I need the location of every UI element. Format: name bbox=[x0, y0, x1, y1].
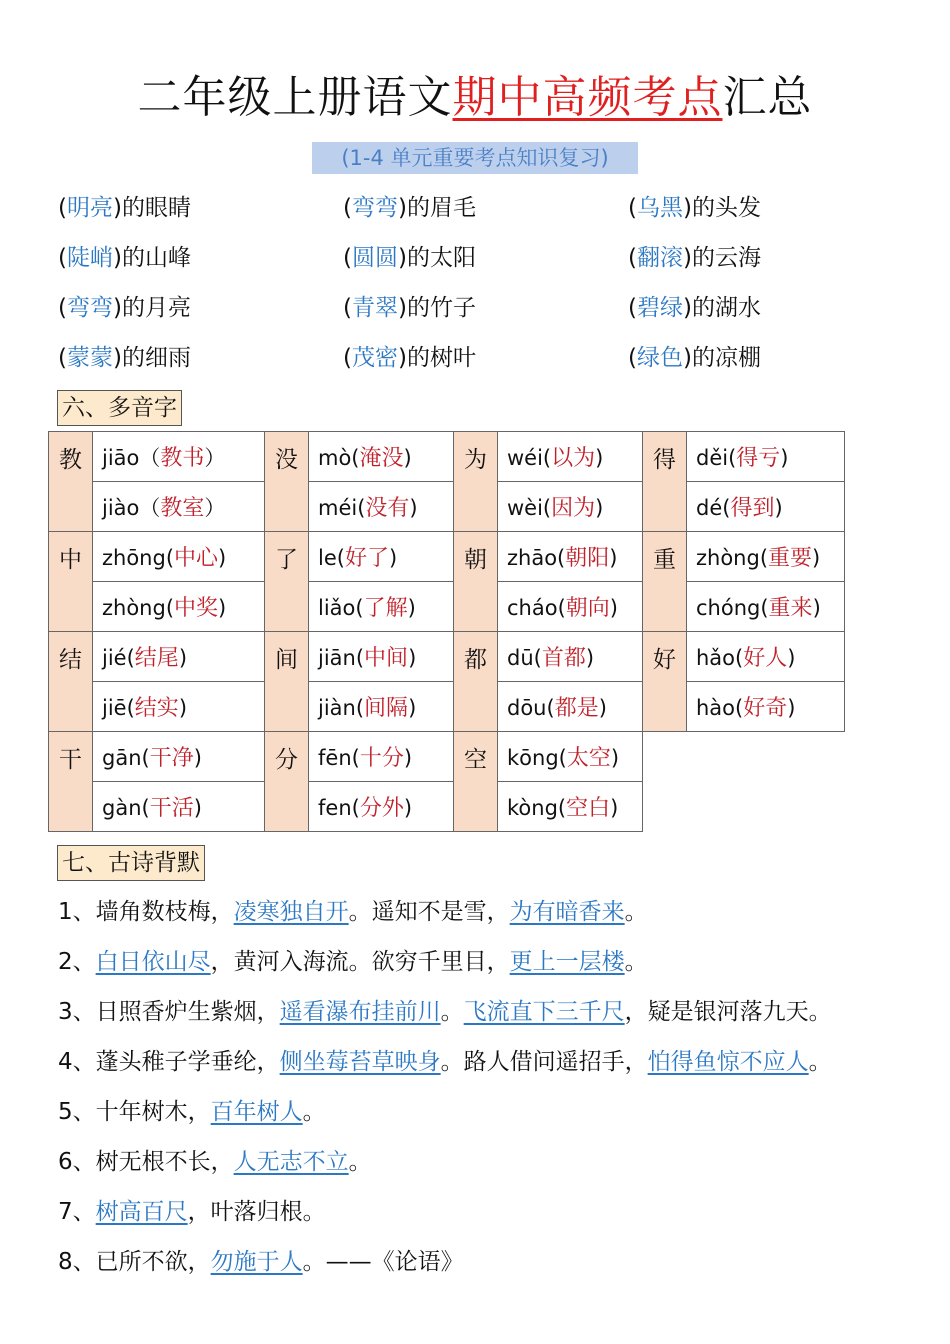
bracket: ) bbox=[610, 746, 620, 770]
bracket: ) bbox=[787, 646, 796, 670]
polyphone-char: 没 bbox=[265, 432, 309, 532]
example-word: 好人 bbox=[743, 646, 788, 671]
bracket: ) bbox=[780, 446, 789, 470]
polyphone-char: 好 bbox=[643, 632, 687, 732]
vocab-answer: 陡峭 bbox=[66, 245, 113, 271]
example-word: 教室 bbox=[160, 496, 205, 521]
example-word: 没有 bbox=[365, 496, 410, 521]
vocab-answer: 翻滚 bbox=[636, 245, 683, 271]
poem-line bbox=[58, 1090, 948, 1140]
pinyin: hào( bbox=[696, 696, 744, 720]
pinyin: jiàn( bbox=[318, 696, 365, 720]
polyphone-reading bbox=[498, 482, 643, 532]
example-word: 中心 bbox=[174, 546, 219, 571]
table-row bbox=[49, 482, 845, 532]
pinyin: wèi( bbox=[507, 496, 552, 520]
polyphone-reading bbox=[687, 632, 845, 682]
poem-line bbox=[58, 1190, 948, 1240]
section-heading-poems: 七、古诗背默 bbox=[57, 845, 205, 881]
polyphone-reading bbox=[93, 632, 265, 682]
poem-text: 3、日照香炉生紫烟， bbox=[58, 999, 280, 1025]
pinyin: le( bbox=[318, 546, 345, 570]
poem-text: 1、墙角数枝梅， bbox=[58, 899, 234, 925]
vocab-answer: 乌黑 bbox=[636, 195, 683, 221]
table-row bbox=[49, 582, 845, 632]
poem-answer: 怕得鱼惊不应人 bbox=[647, 1049, 809, 1075]
poem-text: 5、十年树木， bbox=[58, 1099, 211, 1125]
vocab-item: (明亮)的眼睛 bbox=[58, 195, 191, 221]
pinyin: zhòng( bbox=[696, 546, 769, 570]
polyphone-reading bbox=[309, 432, 454, 482]
polyphone-reading bbox=[309, 682, 454, 732]
poem-text: 。 bbox=[348, 1149, 372, 1175]
empty-cell bbox=[643, 732, 845, 832]
polyphone-char: 中 bbox=[49, 532, 93, 632]
polyphone-reading bbox=[309, 782, 454, 832]
table-row bbox=[49, 732, 845, 782]
polyphone-char: 结 bbox=[49, 632, 93, 732]
poem-text: ，疑是银河落九天。 bbox=[624, 999, 832, 1025]
bracket: ) bbox=[812, 546, 821, 570]
bracket: ） bbox=[204, 446, 226, 470]
poem-answer: 更上一层楼 bbox=[509, 949, 625, 975]
polyphone-reading bbox=[687, 482, 845, 532]
bracket: ) bbox=[408, 696, 417, 720]
poem-line bbox=[58, 890, 948, 940]
example-word: 空白 bbox=[566, 796, 611, 821]
example-word: 得到 bbox=[730, 496, 775, 521]
polyphone-reading bbox=[498, 432, 643, 482]
vocab-answer: 青翠 bbox=[351, 295, 398, 321]
polyphone-reading bbox=[93, 532, 265, 582]
subtitle: (1-4 单元重要考点知识复习) bbox=[312, 142, 638, 174]
vocab-answer: 弯弯 bbox=[66, 295, 113, 321]
poem-answer: 勿施于人 bbox=[210, 1249, 303, 1275]
pinyin: dé( bbox=[696, 496, 731, 520]
page-title bbox=[0, 68, 950, 128]
title-prefix: 二年级上册语文 bbox=[137, 72, 453, 123]
poem-answer: 树高百尺 bbox=[95, 1199, 188, 1225]
pinyin: hǎo( bbox=[696, 646, 744, 670]
polyphone-reading bbox=[687, 582, 845, 632]
example-word: 朝向 bbox=[565, 596, 610, 621]
poem-text: 8、已所不欲， bbox=[58, 1249, 211, 1275]
pinyin: děi( bbox=[696, 446, 737, 470]
vocab-answer: 绿色 bbox=[636, 345, 683, 371]
vocab-item: (弯弯)的眉毛 bbox=[343, 195, 476, 221]
poem-text: 4、蓬头稚子学垂纶， bbox=[58, 1049, 280, 1075]
polyphone-table bbox=[48, 431, 845, 832]
bracket: ) bbox=[595, 446, 604, 470]
example-word: 结尾 bbox=[134, 646, 179, 671]
vocab-answer: 弯弯 bbox=[351, 195, 398, 221]
polyphone-reading bbox=[93, 682, 265, 732]
pinyin: zhòng( bbox=[102, 596, 175, 620]
bracket: ) bbox=[609, 596, 618, 620]
bracket: ) bbox=[787, 696, 796, 720]
poem-line bbox=[58, 1140, 948, 1190]
title-suffix: 汇总 bbox=[722, 72, 813, 123]
poem-answer: 凌寒独自开 bbox=[233, 899, 349, 925]
pinyin: wéi( bbox=[507, 446, 552, 470]
polyphone-reading bbox=[498, 532, 643, 582]
example-word: 间隔 bbox=[364, 696, 409, 721]
poem-answer: 遥看瀑布挂前川 bbox=[279, 999, 441, 1025]
bracket: ) bbox=[403, 446, 412, 470]
poem-answer: 人无志不立 bbox=[233, 1149, 349, 1175]
polyphone-reading bbox=[687, 532, 845, 582]
polyphone-reading bbox=[498, 632, 643, 682]
polyphone-char: 间 bbox=[265, 632, 309, 732]
example-word: 结实 bbox=[134, 696, 179, 721]
poem-text: 。 bbox=[624, 949, 648, 975]
example-word: 好了 bbox=[344, 546, 389, 571]
example-word: 首都 bbox=[541, 646, 586, 671]
polyphone-char: 重 bbox=[643, 532, 687, 632]
bracket: ) bbox=[403, 746, 413, 770]
bracket: ) bbox=[774, 496, 783, 520]
example-word: 干活 bbox=[149, 796, 194, 821]
vocab-item: (茂密)的树叶 bbox=[343, 345, 476, 371]
vocab-answer: 碧绿 bbox=[636, 295, 683, 321]
example-word: 分外 bbox=[359, 796, 404, 821]
example-word: 重要 bbox=[768, 546, 813, 571]
polyphone-reading bbox=[309, 482, 454, 532]
polyphone-reading bbox=[93, 582, 265, 632]
poem-line bbox=[58, 990, 948, 1040]
vocab-phrase: 的细雨 bbox=[121, 345, 191, 371]
vocab-phrase: 的树叶 bbox=[406, 345, 476, 371]
example-word: 以为 bbox=[551, 446, 596, 471]
vocab-phrase: 的云海 bbox=[691, 245, 761, 271]
example-word: 中奖 bbox=[174, 596, 219, 621]
polyphone-reading bbox=[93, 732, 265, 782]
poem-answer: 飞流直下三千尺 bbox=[463, 999, 625, 1025]
example-word: 了解 bbox=[363, 596, 408, 621]
polyphone-reading bbox=[309, 632, 454, 682]
bracket: ) bbox=[388, 546, 398, 570]
vocab-phrase: 的头发 bbox=[691, 195, 761, 221]
vocab-phrase: 的眼睛 bbox=[121, 195, 191, 221]
pinyin: kōng( bbox=[507, 746, 567, 770]
vocab-item: (青翠)的竹子 bbox=[343, 295, 476, 321]
poem-answer: 为有暗香来 bbox=[509, 899, 625, 925]
poem-text: 。遥知不是雪， bbox=[348, 899, 510, 925]
vocab-item: (弯弯)的月亮 bbox=[58, 295, 191, 321]
pinyin: fēn( bbox=[318, 746, 360, 770]
vocab-section bbox=[58, 188, 938, 388]
pinyin: jiān( bbox=[318, 646, 365, 670]
vocab-phrase: 的月亮 bbox=[121, 295, 191, 321]
bracket: ) bbox=[193, 796, 202, 820]
bracket: ) bbox=[812, 596, 821, 620]
poem-list bbox=[58, 890, 948, 1290]
pinyin: jiāo（ bbox=[102, 446, 161, 470]
vocab-answer: 圆圆 bbox=[351, 245, 398, 271]
polyphone-reading bbox=[93, 782, 265, 832]
vocab-answer: 茂密 bbox=[351, 345, 398, 371]
polyphone-reading bbox=[687, 432, 845, 482]
table-row bbox=[49, 432, 845, 482]
pinyin: jié( bbox=[102, 646, 135, 670]
table-row bbox=[49, 532, 845, 582]
polyphone-reading bbox=[93, 482, 265, 532]
vocab-item: (圆圆)的太阳 bbox=[343, 245, 476, 271]
poem-answer: 百年树人 bbox=[210, 1099, 303, 1125]
vocab-phrase: 的眉毛 bbox=[406, 195, 476, 221]
poem-text: 。路人借问遥招手， bbox=[440, 1049, 648, 1075]
poem-text: ，黄河入海流。欲穷千里目， bbox=[210, 949, 510, 975]
bracket: ) bbox=[409, 496, 418, 520]
example-word: 干净 bbox=[149, 746, 194, 771]
poem-text: 。 bbox=[624, 899, 648, 925]
example-word: 好奇 bbox=[743, 696, 788, 721]
vocab-phrase: 的湖水 bbox=[691, 295, 761, 321]
bracket: ) bbox=[178, 696, 188, 720]
vocab-phrase: 的太阳 bbox=[406, 245, 476, 271]
polyphone-char: 教 bbox=[49, 432, 93, 532]
vocab-phrase: 的凉棚 bbox=[691, 345, 761, 371]
poem-line bbox=[58, 940, 948, 990]
polyphone-char: 了 bbox=[265, 532, 309, 632]
polyphone-reading bbox=[309, 732, 454, 782]
polyphone-reading bbox=[687, 682, 845, 732]
pinyin: mò( bbox=[318, 446, 360, 470]
polyphone-reading bbox=[498, 732, 643, 782]
polyphone-char: 朝 bbox=[454, 532, 498, 632]
bracket: ) bbox=[407, 596, 416, 620]
bracket: ) bbox=[193, 746, 202, 770]
pinyin: jiē( bbox=[102, 696, 135, 720]
polyphone-reading bbox=[498, 782, 643, 832]
example-word: 太空 bbox=[566, 746, 611, 771]
poem-answer: 白日依山尽 bbox=[95, 949, 211, 975]
poem-text: 6、树无根不长， bbox=[58, 1149, 234, 1175]
vocab-row bbox=[58, 188, 938, 238]
pinyin: dū( bbox=[507, 646, 542, 670]
poem-answer: 侧坐莓苔草映身 bbox=[279, 1049, 441, 1075]
example-word: 得亏 bbox=[736, 446, 781, 471]
vocab-item: (绿色)的凉棚 bbox=[628, 345, 761, 371]
polyphone-char: 为 bbox=[454, 432, 498, 532]
example-word: 十分 bbox=[359, 746, 404, 771]
pinyin: zhōng( bbox=[102, 546, 175, 570]
polyphone-char: 分 bbox=[265, 732, 309, 832]
pinyin: liǎo( bbox=[318, 596, 364, 620]
poem-text: 。 bbox=[440, 999, 464, 1025]
bracket: ) bbox=[408, 646, 417, 670]
table-row bbox=[49, 632, 845, 682]
pinyin: gàn( bbox=[102, 796, 150, 820]
poem-text: 。——《论语》 bbox=[302, 1249, 464, 1275]
poem-text: 2、 bbox=[58, 949, 96, 975]
polyphone-reading bbox=[309, 582, 454, 632]
bracket: ) bbox=[403, 796, 413, 820]
bracket: ) bbox=[178, 646, 188, 670]
example-word: 中间 bbox=[364, 646, 409, 671]
polyphone-reading bbox=[309, 532, 454, 582]
pinyin: méi( bbox=[318, 496, 366, 520]
pinyin: cháo( bbox=[507, 596, 566, 620]
vocab-item: (碧绿)的湖水 bbox=[628, 295, 761, 321]
pinyin: fen( bbox=[318, 796, 360, 820]
polyphone-reading bbox=[93, 432, 265, 482]
table-row bbox=[49, 682, 845, 732]
pinyin: zhāo( bbox=[507, 546, 566, 570]
bracket: ) bbox=[585, 646, 595, 670]
vocab-answer: 蒙蒙 bbox=[66, 345, 113, 371]
pinyin: dōu( bbox=[507, 696, 555, 720]
vocab-item: (乌黑)的头发 bbox=[628, 195, 761, 221]
bracket: ） bbox=[204, 496, 226, 520]
poem-text: 。 bbox=[808, 1049, 832, 1075]
section-heading-polyphones: 六、多音字 bbox=[57, 390, 182, 426]
bracket: ) bbox=[595, 496, 604, 520]
bracket: ) bbox=[610, 796, 619, 820]
poem-line bbox=[58, 1240, 948, 1290]
polyphone-reading bbox=[498, 582, 643, 632]
polyphone-char: 干 bbox=[49, 732, 93, 832]
bracket: ) bbox=[598, 696, 607, 720]
polyphone-char: 都 bbox=[454, 632, 498, 732]
vocab-answer: 明亮 bbox=[66, 195, 113, 221]
vocab-item: (翻滚)的云海 bbox=[628, 245, 761, 271]
example-word: 教书 bbox=[160, 446, 205, 471]
polyphone-char: 空 bbox=[454, 732, 498, 832]
example-word: 重来 bbox=[768, 596, 813, 621]
pinyin: jiào（ bbox=[102, 496, 161, 520]
pinyin: gān( bbox=[102, 746, 150, 770]
pinyin: chóng( bbox=[696, 596, 769, 620]
title-highlight: 期中高频考点 bbox=[452, 72, 723, 123]
pinyin: kòng( bbox=[507, 796, 567, 820]
vocab-row bbox=[58, 338, 938, 388]
poem-text: 。 bbox=[302, 1099, 326, 1125]
vocab-item: (蒙蒙)的细雨 bbox=[58, 345, 191, 371]
bracket: ) bbox=[218, 596, 227, 620]
poem-line bbox=[58, 1040, 948, 1090]
polyphone-char: 得 bbox=[643, 432, 687, 532]
poem-text: ，叶落归根。 bbox=[187, 1199, 326, 1225]
poem-text: 7、 bbox=[58, 1199, 96, 1225]
example-word: 因为 bbox=[551, 496, 596, 521]
vocab-phrase: 的山峰 bbox=[121, 245, 191, 271]
vocab-phrase: 的竹子 bbox=[406, 295, 476, 321]
vocab-row bbox=[58, 238, 938, 288]
vocab-item: (陡峭)的山峰 bbox=[58, 245, 191, 271]
vocab-row bbox=[58, 288, 938, 338]
bracket: ) bbox=[218, 546, 227, 570]
example-word: 朝阳 bbox=[565, 546, 610, 571]
bracket: ) bbox=[609, 546, 618, 570]
polyphone-reading bbox=[498, 682, 643, 732]
example-word: 都是 bbox=[554, 696, 599, 721]
example-word: 淹没 bbox=[359, 446, 404, 471]
